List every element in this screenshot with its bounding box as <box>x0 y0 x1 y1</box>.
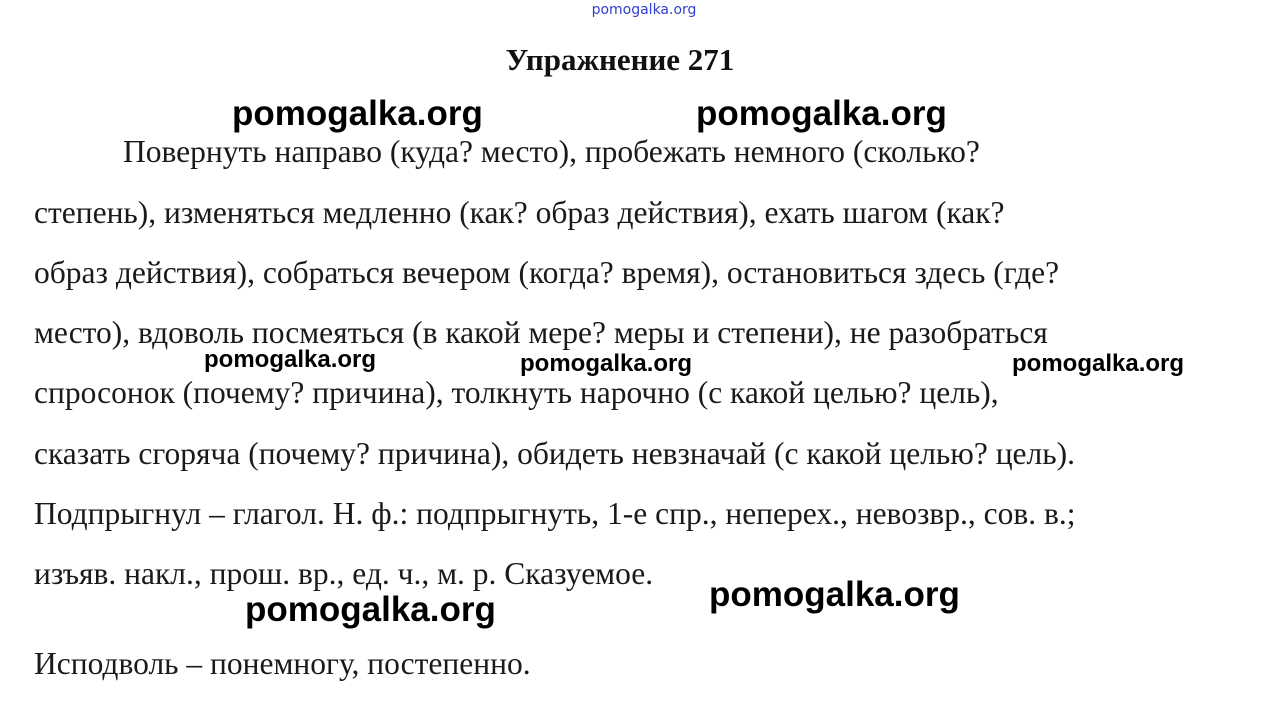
text-line-3: образ действия), собраться вечером (когда? время), остановиться здесь (где? <box>34 255 1060 290</box>
watermark-3: pomogalka.org <box>204 346 377 373</box>
watermark-2: pomogalka.org <box>696 94 947 133</box>
text-line-5: спросонок (почему? причина), толкнуть нарочно (с какой целью? цель), <box>34 375 999 410</box>
text-line-1: Повернуть направо (куда? место), пробежать немного (сколько? <box>123 134 980 169</box>
exercise-title: Упражнение 271 <box>505 42 735 77</box>
text-line-7: Подпрыгнул – глагол. Н. ф.: подпрыгнуть, 1-е спр., неперех., невозвр., сов. в.; <box>34 496 1076 531</box>
watermark-1: pomogalka.org <box>232 94 483 133</box>
watermark-6: pomogalka.org <box>709 575 960 614</box>
text-line-6: сказать сгоряча (почему? причина), обидеть невзначай (с какой целью? цель). <box>34 436 1075 471</box>
site-watermark-link[interactable]: pomogalka.org <box>591 2 697 18</box>
text-line-2: степень), изменяться медленно (как? образ действия), ехать шагом (как? <box>34 195 1005 230</box>
text-line-final: Исподволь – понемногу, постепенно. <box>34 646 531 681</box>
text-line-8: изъяв. накл., прош. вр., ед. ч., м. р. Сказуемое. <box>34 556 654 591</box>
text-line-4: место), вдоволь посмеяться (в какой мере? меры и степени), не разобраться <box>34 315 1048 350</box>
watermark-7: pomogalka.org <box>245 590 496 629</box>
watermark-5: pomogalka.org <box>1012 350 1185 377</box>
watermark-4: pomogalka.org <box>520 350 693 377</box>
